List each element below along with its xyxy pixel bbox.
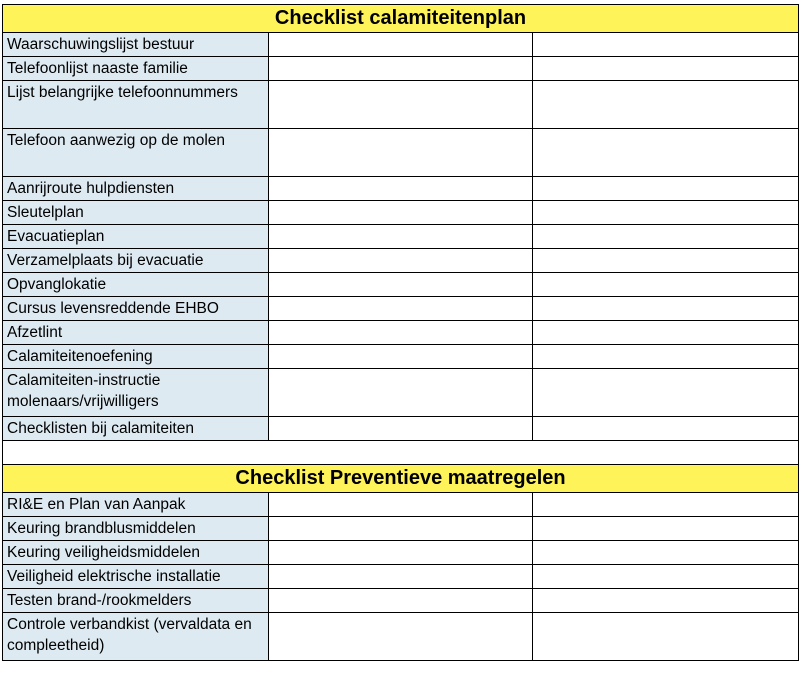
check-cell[interactable] <box>269 129 533 177</box>
item-label: Keuring brandblusmiddelen <box>3 517 269 541</box>
section-title-preventieve-maatregelen: Checklist Preventieve maatregelen <box>3 465 799 493</box>
remarks-cell[interactable] <box>533 565 799 589</box>
table-row <box>3 417 799 441</box>
check-cell[interactable] <box>269 321 533 345</box>
remarks-cell[interactable] <box>533 225 799 249</box>
section-title-calamiteitenplan: Checklist calamiteitenplan <box>3 5 799 33</box>
check-cell[interactable] <box>269 345 533 369</box>
check-cell[interactable] <box>269 297 533 321</box>
remarks-cell[interactable] <box>533 417 799 441</box>
checklist-sheet <box>2 4 798 661</box>
item-label: Afzetlint <box>3 321 269 345</box>
item-label: Waarschuwingslijst bestuur <box>3 33 269 57</box>
table-row <box>3 249 799 273</box>
check-cell[interactable] <box>269 589 533 613</box>
section-header-row <box>3 465 799 493</box>
item-label: RI&E en Plan van Aanpak <box>3 493 269 517</box>
table-row <box>3 201 799 225</box>
table-row <box>3 273 799 297</box>
spacer-cell <box>3 441 799 465</box>
item-label: Telefoonlijst naaste familie <box>3 57 269 81</box>
item-label: Controle verbandkist (vervaldata en compleetheid) <box>3 613 269 661</box>
remarks-cell[interactable] <box>533 297 799 321</box>
item-label: Veiligheid elektrische installatie <box>3 565 269 589</box>
remarks-cell[interactable] <box>533 321 799 345</box>
check-cell[interactable] <box>269 273 533 297</box>
item-label: Checklisten bij calamiteiten <box>3 417 269 441</box>
remarks-cell[interactable] <box>533 129 799 177</box>
remarks-cell[interactable] <box>533 57 799 81</box>
table-row <box>3 129 799 177</box>
table-row <box>3 321 799 345</box>
check-cell[interactable] <box>269 225 533 249</box>
table-row <box>3 589 799 613</box>
table-row <box>3 565 799 589</box>
table-row <box>3 177 799 201</box>
remarks-cell[interactable] <box>533 81 799 129</box>
table-row <box>3 493 799 517</box>
item-label: Calamiteiten-instructie molenaars/vrijwilligers <box>3 369 269 417</box>
remarks-cell[interactable] <box>533 589 799 613</box>
remarks-cell[interactable] <box>533 541 799 565</box>
check-cell[interactable] <box>269 201 533 225</box>
remarks-cell[interactable] <box>533 613 799 661</box>
remarks-cell[interactable] <box>533 345 799 369</box>
check-cell[interactable] <box>269 57 533 81</box>
checklist-table <box>2 4 799 661</box>
table-row <box>3 81 799 129</box>
table-row <box>3 345 799 369</box>
table-row <box>3 613 799 661</box>
check-cell[interactable] <box>269 33 533 57</box>
table-row <box>3 517 799 541</box>
remarks-cell[interactable] <box>533 369 799 417</box>
remarks-cell[interactable] <box>533 249 799 273</box>
remarks-cell[interactable] <box>533 177 799 201</box>
item-label: Keuring veiligheidsmiddelen <box>3 541 269 565</box>
check-cell[interactable] <box>269 177 533 201</box>
table-row <box>3 369 799 417</box>
item-label: Telefoon aanwezig op de molen <box>3 129 269 177</box>
check-cell[interactable] <box>269 493 533 517</box>
item-label: Cursus levensreddende EHBO <box>3 297 269 321</box>
item-label: Evacuatieplan <box>3 225 269 249</box>
item-label: Sleutelplan <box>3 201 269 225</box>
check-cell[interactable] <box>269 613 533 661</box>
spacer-row <box>3 441 799 465</box>
item-label: Lijst belangrijke telefoonnummers <box>3 81 269 129</box>
check-cell[interactable] <box>269 417 533 441</box>
table-row <box>3 33 799 57</box>
item-label: Aanrijroute hulpdiensten <box>3 177 269 201</box>
remarks-cell[interactable] <box>533 517 799 541</box>
check-cell[interactable] <box>269 541 533 565</box>
check-cell[interactable] <box>269 249 533 273</box>
remarks-cell[interactable] <box>533 493 799 517</box>
item-label: Opvanglokatie <box>3 273 269 297</box>
check-cell[interactable] <box>269 565 533 589</box>
table-row <box>3 541 799 565</box>
section-header-row <box>3 5 799 33</box>
remarks-cell[interactable] <box>533 33 799 57</box>
check-cell[interactable] <box>269 81 533 129</box>
check-cell[interactable] <box>269 517 533 541</box>
item-label: Verzamelplaats bij evacuatie <box>3 249 269 273</box>
table-row <box>3 57 799 81</box>
item-label: Calamiteitenoefening <box>3 345 269 369</box>
remarks-cell[interactable] <box>533 273 799 297</box>
table-row <box>3 297 799 321</box>
item-label: Testen brand-/rookmelders <box>3 589 269 613</box>
remarks-cell[interactable] <box>533 201 799 225</box>
check-cell[interactable] <box>269 369 533 417</box>
table-row <box>3 225 799 249</box>
